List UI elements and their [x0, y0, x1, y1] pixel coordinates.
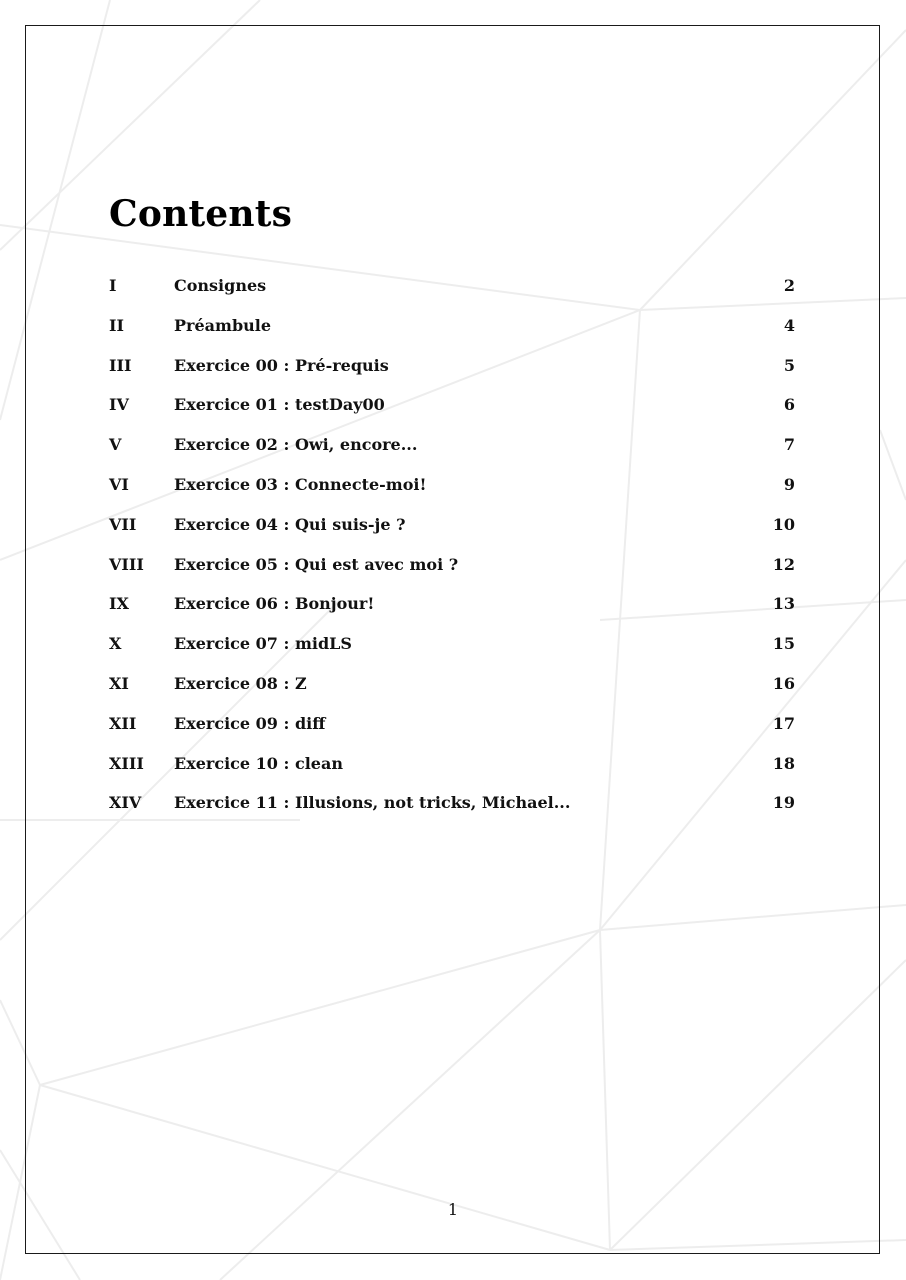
- toc-entry[interactable]: [109, 710, 797, 750]
- toc-entry[interactable]: [109, 511, 797, 551]
- toc-entry-title: Exercice 01 : testDay00: [174, 395, 385, 415]
- footer-page-number: 1: [447, 1200, 459, 1219]
- toc-entry-page: 2: [783, 276, 795, 295]
- toc-entry-page: 7: [783, 435, 795, 455]
- toc-entry[interactable]: [109, 352, 797, 392]
- toc-entry[interactable]: [109, 750, 797, 790]
- toc-entry-number: XI: [109, 673, 129, 693]
- toc-entry-number: VI: [109, 474, 129, 494]
- toc-entry-title: Exercice 11 : Illusions, not tricks, Michael...: [174, 793, 571, 813]
- toc-entry[interactable]: [109, 551, 797, 591]
- toc-entry-page: 4: [783, 315, 795, 335]
- toc-entry-number: III: [109, 355, 132, 375]
- toc-entry-number: X: [109, 634, 122, 654]
- toc-entry-page: 5: [783, 355, 795, 375]
- toc-entry-title: Exercice 09 : diff: [174, 713, 326, 733]
- toc-entry[interactable]: [109, 431, 797, 471]
- toc-entry-title: Exercice 06 : Bonjour!: [174, 594, 375, 614]
- toc-entry[interactable]: [109, 312, 797, 352]
- table-of-contents: [109, 272, 797, 829]
- toc-entry-page: 6: [783, 395, 795, 415]
- toc-entry-title: Exercice 08 : Z: [174, 673, 307, 693]
- toc-entry-title: Exercice 00 : Pré-requis: [174, 355, 389, 375]
- toc-entry-page: 19: [772, 793, 795, 813]
- toc-entry-page: 17: [772, 713, 795, 733]
- toc-entry-number: IV: [109, 395, 129, 415]
- toc-entry-number: XIII: [109, 753, 144, 773]
- toc-entry-page: 12: [772, 554, 795, 574]
- toc-entry-page: 13: [772, 594, 795, 614]
- toc-entry-title: Préambule: [174, 315, 272, 335]
- toc-entry[interactable]: [109, 391, 797, 431]
- toc-entry-title: Exercice 05 : Qui est avec moi ?: [174, 554, 459, 574]
- toc-entry-page: 16: [772, 673, 795, 693]
- toc-entry[interactable]: [109, 471, 797, 511]
- toc-entry-number: II: [109, 315, 124, 335]
- toc-entry-title: Exercice 04 : Qui suis-je ?: [174, 514, 406, 534]
- toc-entry-number: XII: [109, 713, 137, 733]
- toc-entry-number: IX: [109, 594, 129, 614]
- toc-entry-page: 10: [772, 514, 795, 534]
- toc-entry-title: Exercice 07 : midLS: [174, 634, 352, 654]
- toc-entry-page: 9: [783, 474, 795, 494]
- toc-entry-page: 15: [772, 634, 795, 654]
- toc-entry-title: Exercice 02 : Owi, encore...: [174, 435, 418, 455]
- contents-heading: Contents: [109, 193, 293, 235]
- toc-entry[interactable]: [109, 630, 797, 670]
- toc-entry[interactable]: [109, 590, 797, 630]
- toc-entry-page: 18: [772, 753, 795, 773]
- toc-entry[interactable]: [109, 272, 797, 312]
- toc-entry-number: XIV: [109, 793, 142, 813]
- toc-entry[interactable]: [109, 789, 797, 829]
- toc-entry-number: I: [109, 276, 117, 295]
- toc-entry-title: Exercice 10 : clean: [174, 753, 343, 773]
- toc-entry-number: VII: [109, 514, 137, 534]
- toc-entry-title: Consignes: [174, 276, 267, 295]
- toc-entry[interactable]: [109, 670, 797, 710]
- toc-entry-number: VIII: [109, 554, 144, 574]
- toc-entry-number: V: [109, 435, 122, 455]
- toc-entry-title: Exercice 03 : Connecte-moi!: [174, 474, 427, 494]
